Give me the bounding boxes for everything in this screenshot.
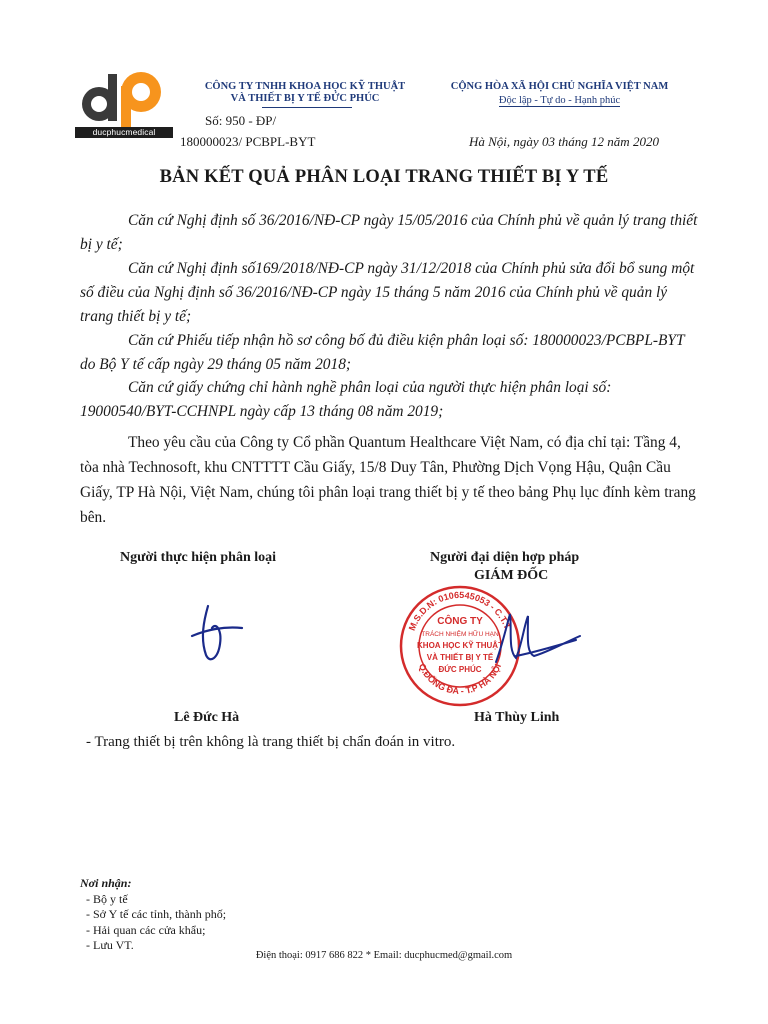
contact-footer: Điện thoại: 0917 686 822 * Email: ducphucmed@gmail.com <box>255 950 513 961</box>
national-heading: CỘNG HÒA XÃ HỘI CHỦ NGHĨA VIỆT NAM <box>450 81 669 92</box>
seal-line5: ĐỨC PHÚC <box>438 665 482 674</box>
seal-line2: TRÁCH NHIỆM HỮU HẠN <box>421 631 499 638</box>
recipient-item: - Sở Y tế các tỉnh, thành phố; <box>86 907 227 921</box>
recipient-item: - Bộ y tế <box>86 891 128 906</box>
national-motto <box>432 95 687 107</box>
invitro-note: - Trang thiết bị trên không là trang thiết bị chẩn đoán in vitro. <box>86 734 456 750</box>
document-code: 180000023/ PCBPL-BYT <box>180 134 316 149</box>
right-signer-position: GIÁM ĐỐC <box>474 568 549 583</box>
recipient-item: - Hải quan các cửa khẩu; <box>86 922 206 937</box>
document-number: Số: 950 - ĐP/ <box>205 113 277 128</box>
dp-logo-icon <box>75 66 173 128</box>
right-signer-title: Người đại diện hợp pháp <box>430 550 580 565</box>
right-signer-name: Hà Thùy Linh <box>474 710 560 725</box>
request-paragraph: Theo yêu cầu của Công ty Cổ phần Quantum Healthcare Việt Nam, có địa chỉ tại: Tầng 4, tòa nhà Technosoft, khu CNTTTT Cầu Giấy, 15/8 Duy Tân, Phường Dịch Vọng Hậu, Quận Cầu Giấy, TP Hà Nội, Việt Nam, chúng tôi phân loại trang thiết bị y tế theo bảng Phụ lục đính kèm trang bên. <box>80 434 696 526</box>
company-name <box>180 81 430 105</box>
seal-line3: KHOA HỌC KỸ THUẬT <box>417 641 503 650</box>
left-signer-name: Lê Đức Hà <box>174 710 240 725</box>
national-motto-text: Độc lập - Tự do - Hạnh phúc <box>498 95 621 106</box>
right-signature-icon <box>486 606 586 672</box>
recipients-heading: Nơi nhận: <box>80 876 132 890</box>
company-underline <box>262 107 352 108</box>
left-signature-icon <box>186 600 256 670</box>
logo-brand-text: ducphucmedical <box>75 127 173 138</box>
place-date: Hà Nội, ngày 03 tháng 12 năm 2020 <box>469 134 659 149</box>
seal-ring-bottom: Q.ĐỐNG ĐA - T.P HÀ NỘI <box>416 662 504 697</box>
company-name-line1: CÔNG TY TNHH KHOA HỌC KỸ THUẬT <box>204 81 406 92</box>
legal-basis-1: Căn cứ Nghị định số 36/2016/NĐ-CP ngày 15/05/2016 của Chính phủ về quản lý trang thiết bị y tế; <box>80 212 698 253</box>
seal-line4: VÀ THIẾT BỊ Y TẾ <box>426 653 494 662</box>
document-title: BẢN KẾT QUẢ PHÂN LOẠI TRANG THIẾT BỊ Y TẾ <box>159 167 609 187</box>
seal-line1: CÔNG TY <box>437 616 483 627</box>
company-logo <box>75 66 173 138</box>
legal-basis-4: Căn cứ giấy chứng chỉ hành nghề phân loại của người thực hiện phân loại số: 19000540/BYT-CCHNPL ngày cấp 13 tháng 08 năm 2019; <box>80 379 612 420</box>
recipients-list <box>80 892 226 954</box>
legal-basis-2: Căn cứ Nghị định số169/2018/NĐ-CP ngày 31/12/2018 của Chính phủ sửa đổi bổ sung một số điều của Nghị định số 36/2016/NĐ-CP ngày 15 tháng 5 năm 2016 của Chính phủ về quản lý trang thiết bị y tế; <box>80 260 695 325</box>
legal-basis-3: Căn cứ Phiếu tiếp nhận hồ sơ công bố đủ điều kiện phân loại số: 180000023/PCBPL-BYT do Bộ Y tế cấp ngày 29 tháng 05 năm 2018; <box>80 332 685 373</box>
company-name-line2: VÀ THIẾT BỊ Y TẾ ĐỨC PHÚC <box>230 93 380 104</box>
seal-ring-top: M.S.D.N: 0106545053 - C.T.T. <box>406 589 514 633</box>
left-signer-title: Người thực hiện phân loại <box>120 550 277 565</box>
recipients-block <box>80 876 226 954</box>
recipient-item: - Lưu VT. <box>86 938 134 952</box>
